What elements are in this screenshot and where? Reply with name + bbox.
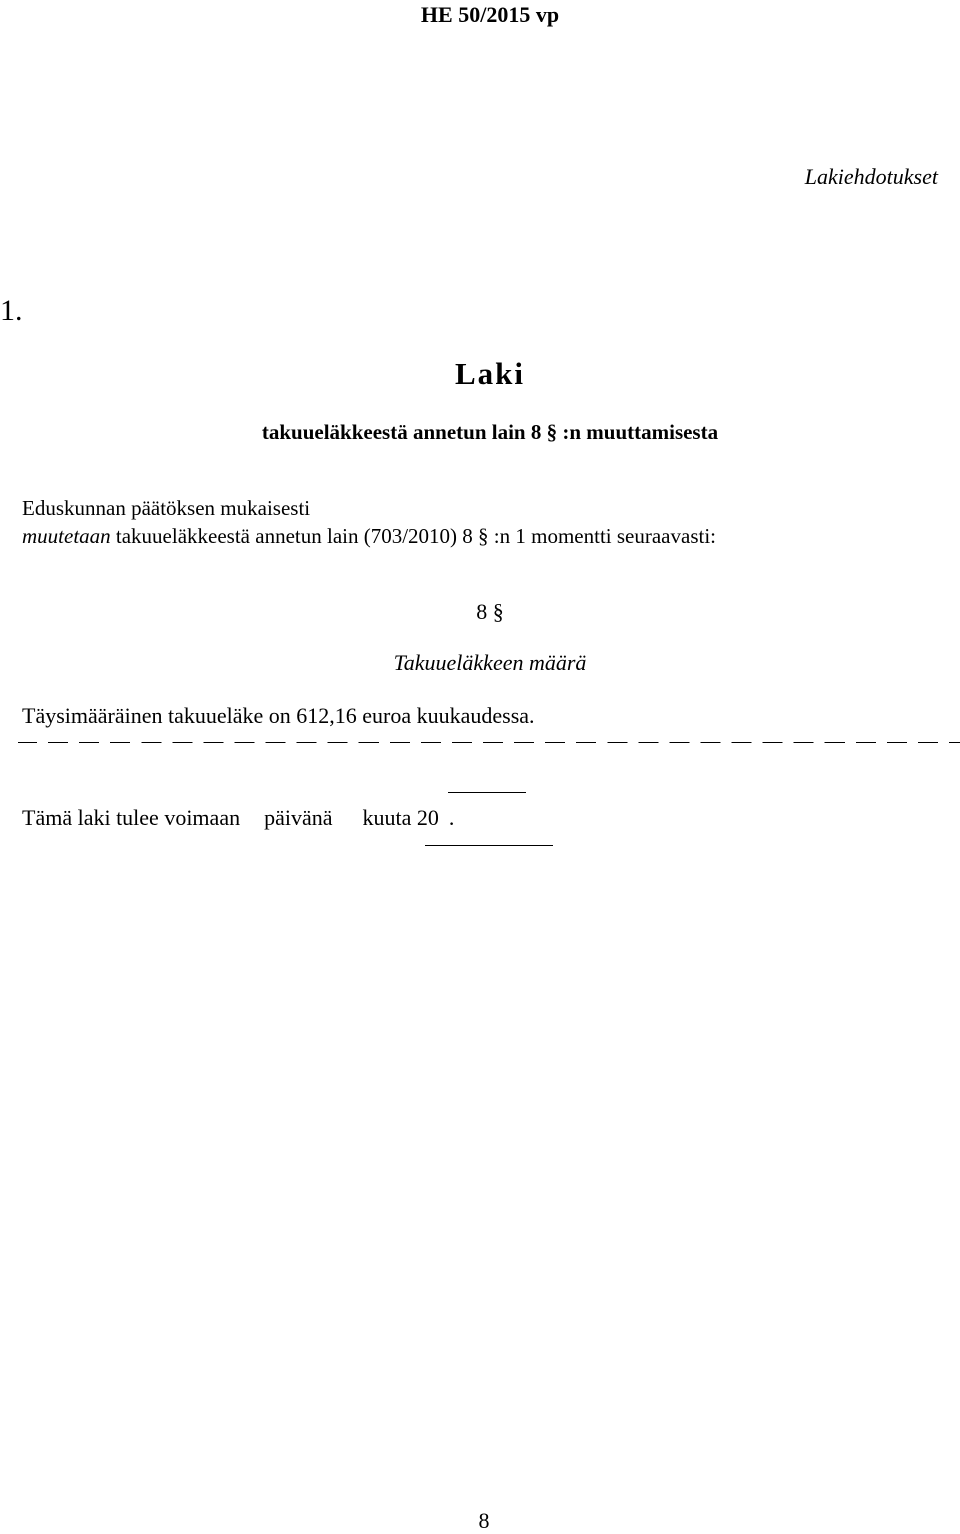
page-number: 8 xyxy=(478,1508,490,1533)
preamble-italic-verb: muutetaan xyxy=(22,524,111,548)
law-subtitle: takuueläkkeestä annetun lain 8 § :n muuttamisesta xyxy=(261,420,719,444)
preamble-line-2-text: takuueläkkeestä annetun lain (703/2010) 8 § :n 1 momentti seuraavasti: xyxy=(110,524,716,548)
section-body-text: Täysimääräinen takuueläke on 612,16 euroa kuukaudessa. xyxy=(22,703,535,728)
proposal-number: 1. xyxy=(0,294,23,327)
long-rule xyxy=(425,845,553,846)
entry-text-1: Tämä laki tulee voimaan xyxy=(22,805,241,830)
entry-text-3: kuuta 20 xyxy=(362,805,439,830)
law-title: Laki xyxy=(454,356,526,391)
preamble-line-1: Eduskunnan päätöksen mukaisesti xyxy=(22,496,311,520)
entry-text-4: . xyxy=(448,805,455,830)
short-rule xyxy=(448,792,526,793)
section-heading: Takuueläkkeen määrä xyxy=(393,650,587,675)
section-title: Lakiehdotukset xyxy=(804,164,938,189)
dashed-separator xyxy=(18,742,960,743)
preamble xyxy=(22,494,716,550)
entry-into-force xyxy=(22,805,454,831)
preamble-line-2 xyxy=(22,522,716,550)
document-header: HE 50/2015 vp xyxy=(420,2,560,27)
section-number: 8 § xyxy=(476,599,504,624)
entry-text-2: päivänä xyxy=(264,805,333,830)
